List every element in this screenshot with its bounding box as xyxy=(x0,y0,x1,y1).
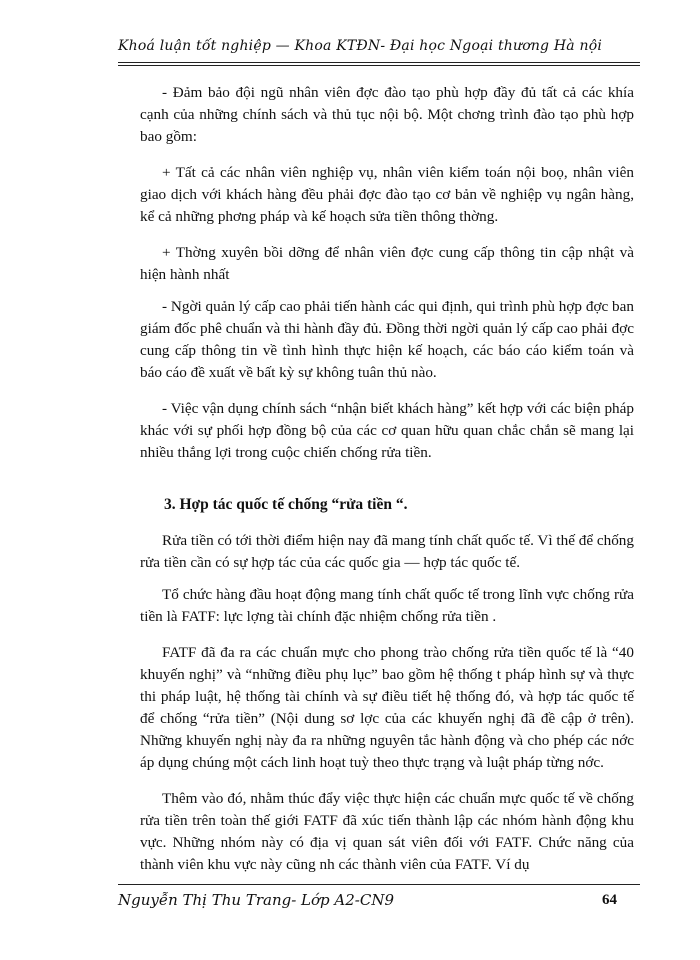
paragraph: + Thờng xuyên bồi dỡng để nhân viên đợc cung cấp thông tin cập nhật và hiện hành nhất xyxy=(140,244,634,283)
paragraph: - Đảm bảo đội ngũ nhân viên đợc đào tạo phù hợp đầy đủ tất cả các khía cạnh của những chính sách và thủ tục nội bộ. Một chơng trình đào tạo phù hợp bao gồm: xyxy=(140,84,634,145)
footer-rule xyxy=(118,884,640,885)
paragraph: Thêm vào đó, nhằm thúc đẩy việc thực hiện các chuẩn mực quốc tế về chống rửa tiền trên toàn thế giới FATF đã xúc tiến thành lập các nhóm hành động khu vực. Những nhóm này có địa vị quan sát viên đối với FATF. Chức năng của thành viên khu vực này cũng nh các thành viên của FATF. Ví dụ xyxy=(140,790,634,873)
paragraph: - Ngời quản lý cấp cao phải tiến hành các qui định, qui trình phù hợp đợc ban giám đốc phê chuẩn và thi hành đầy đủ. Đồng thời ngời quản lý cấp cao phải đợc cung cấp thông tin về tình hình thực hiện kế hoạch, các báo cáo kiểm toán và báo cáo đề xuất về bất kỳ sự không tuân thủ nào. xyxy=(140,298,634,381)
section-heading: 3. Hợp tác quốc tế chống “rửa tiền “. xyxy=(164,496,408,513)
body-text xyxy=(140,82,634,890)
paragraph: + Tất cả các nhân viên nghiệp vụ, nhân viên kiểm toán nội boọ, nhân viên giao dịch với khách hàng đều phải đợc đào tạo cơ bản về nghiệp vụ ngân hàng, kể cả những phơng pháp và kế hoạch sửa tiền thông thờng. xyxy=(140,164,634,225)
header-rule-top xyxy=(118,62,640,63)
page-number: 64 xyxy=(602,892,617,908)
page-header: Khoá luận tốt nghiệp — Khoa KTĐN- Đại học Ngoại thương Hà nội xyxy=(118,38,602,54)
paragraph: - Việc vận dụng chính sách “nhận biết khách hàng” kết hợp với các biện pháp khác với sự phối hợp đồng bộ của các cơ quan hữu quan chắc chắn sẽ mang lại nhiều thắng lợi trong cuộc chiến chống rửa tiền. xyxy=(140,400,634,461)
paragraph: Rửa tiền có tới thời điểm hiện nay đã mang tính chất quốc tế. Vì thế để chống rửa tiền cần có sự hợp tác của các quốc gia — hợp tác quốc tế. xyxy=(140,532,634,571)
paragraph: FATF đã đa ra các chuẩn mực cho phong trào chống rửa tiền quốc tế là “40 khuyến nghị” và “những điều phụ lục” bao gồm hệ thống t pháp hình sự và thực thi pháp luật, hệ thống tài chính và sự điều tiết hệ thống đó, và hợp tác quốc tế để chống “rửa tiền” (Nội dung sơ lợc của các khuyến nghị đã đề cập ở trên). Những khuyến nghị này đa ra những nguyên tắc hành động và cho phép các nớc áp dụng chúng một cách linh hoạt tuỳ theo thực trạng và luật pháp từng nớc. xyxy=(140,644,634,771)
footer-author: Nguyễn Thị Thu Trang- Lớp A2-CN9 xyxy=(118,891,395,909)
header-rule-bottom xyxy=(118,65,640,66)
paragraph: Tổ chức hàng đầu hoạt động mang tính chất quốc tế trong lĩnh vực chống rửa tiền là FATF: lực lợng tài chính đặc nhiệm chống rửa tiền . xyxy=(140,586,634,625)
